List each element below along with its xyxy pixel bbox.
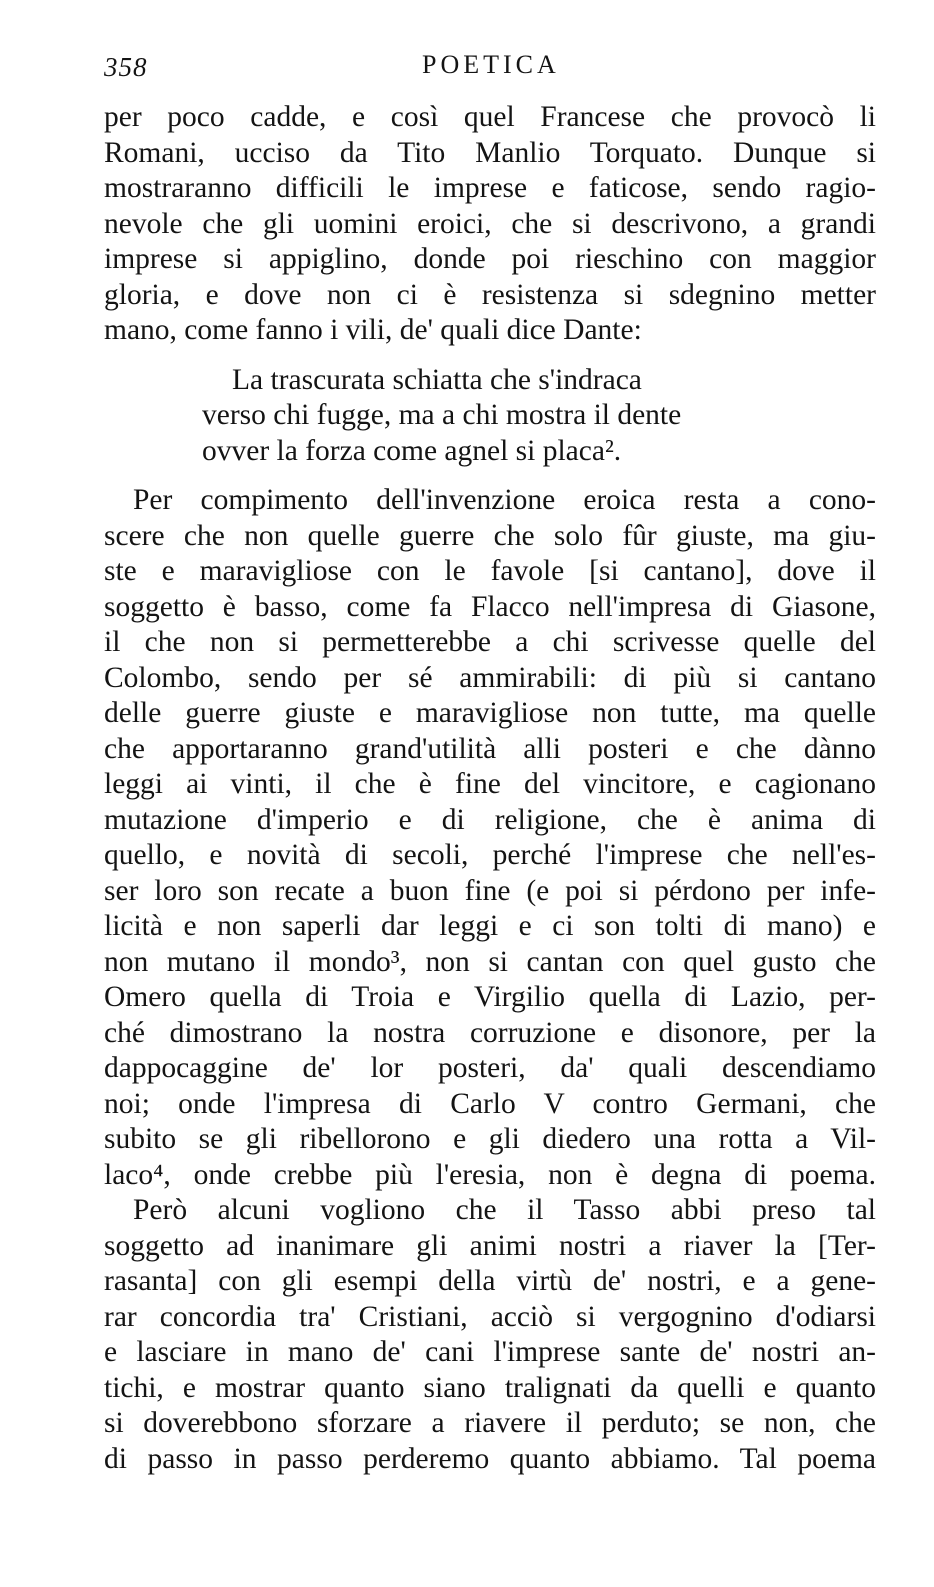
verse-quotation [104, 363, 876, 470]
text-line: soggetto è basso, come fa Flacco nell'impresa di Giasone, [104, 590, 876, 623]
text-line: tichi, e mostrar quanto siano tralignati da quelli e quanto [104, 1371, 876, 1404]
text-line: Però alcuni vogliono che il Tasso abbi preso tal [133, 1194, 876, 1226]
text-line: imprese si appiglino, donde poi rieschino con maggior [104, 243, 876, 275]
text-line: gloria, e dove non ci è resistenza si sdegnino metter [104, 278, 876, 311]
text-line: Colombo, sendo per sé ammirabili: di più si cantano [104, 661, 876, 694]
text-line: delle guerre giuste e maravigliose non tutte, ma quelle [104, 697, 876, 729]
text-line: quello, e novità di secoli, perché l'imprese che nell'es- [104, 839, 876, 871]
text-line: noi; onde l'impresa di Carlo V contro Germani, che [104, 1087, 876, 1120]
text-line: di passo in passo perderemo quanto abbiamo. Tal poema [104, 1442, 876, 1475]
text-line: Romani, ucciso da Tito Manlio Torquato. Dunque si [104, 136, 876, 169]
text-line: laco⁴, onde crebbe più l'eresia, non è degna di poema. [104, 1158, 876, 1191]
text-line: rasanta] con gli esempi della virtù de' nostri, e a gene- [104, 1265, 876, 1297]
page-number: 358 [104, 52, 148, 82]
text-line: mutazione d'imperio e di religione, che è anima di [104, 803, 876, 836]
text-line: si doverebbono sforzare a riavere il perduto; se non, che [104, 1407, 876, 1439]
text-line: ste e maravigliose con le favole [si cantano], dove il [104, 555, 876, 587]
text-line: Per compimento dell'invenzione eroica resta a cono- [133, 484, 876, 516]
paragraph-2 [104, 483, 876, 1193]
verse-line: ovver la forza come agnel si placa². [202, 434, 622, 467]
text-line: per poco cadde, e così quel Francese che provocò li [104, 101, 876, 133]
text-line: mano, come fanno i vili, de' quali dice Dante: [104, 314, 642, 346]
paragraph-1 [104, 100, 876, 349]
text-line: il che non si permetterebbe a chi scrivesse quelle del [104, 626, 876, 658]
running-title: POETICA [422, 50, 560, 79]
text-line: subito se gli ribellorono e gli diedero una rotta a Vil- [104, 1123, 876, 1155]
text-line: nevole che gli uomini eroici, che si descrivono, a grandi [104, 207, 876, 240]
paragraph-3 [104, 1193, 876, 1477]
book-page [104, 50, 876, 1477]
text-line: non mutano il mondo³, non si cantan con quel gusto che [104, 945, 876, 978]
text-line: che apportaranno grand'utilità alli posteri e che dànno [104, 732, 876, 765]
text-line: licità e non saperli dar leggi e ci son tolti di mano) e [104, 910, 876, 942]
text-line: e lasciare in mano de' cani l'imprese sante de' nostri an- [104, 1336, 876, 1368]
text-line: Omero quella di Troia e Virgilio quella di Lazio, per- [104, 981, 876, 1013]
text-line: ché dimostrano la nostra corruzione e disonore, per la [104, 1016, 876, 1049]
text-line: leggi ai vinti, il che è fine del vincitore, e cagionano [104, 768, 876, 800]
verse-line: La trascurata schiatta che s'indraca [232, 363, 642, 396]
text-line: rar concordia tra' Cristiani, acciò si vergognino d'odiarsi [104, 1300, 876, 1333]
running-head [104, 50, 876, 94]
text-line: mostraranno difficili le imprese e faticose, sendo ragio- [104, 172, 876, 204]
text-line: soggetto ad inanimare gli animi nostri a riaver la [Ter- [104, 1229, 876, 1262]
text-line: scere che non quelle guerre che solo fûr giuste, ma giu- [104, 519, 876, 552]
text-line: ser loro son recate a buon fine (e poi si pérdono per infe- [104, 874, 876, 907]
verse-line: verso chi fugge, ma a chi mostra il dente [202, 399, 682, 431]
text-line: dappocaggine de' lor posteri, da' quali descendiamo [104, 1052, 876, 1084]
